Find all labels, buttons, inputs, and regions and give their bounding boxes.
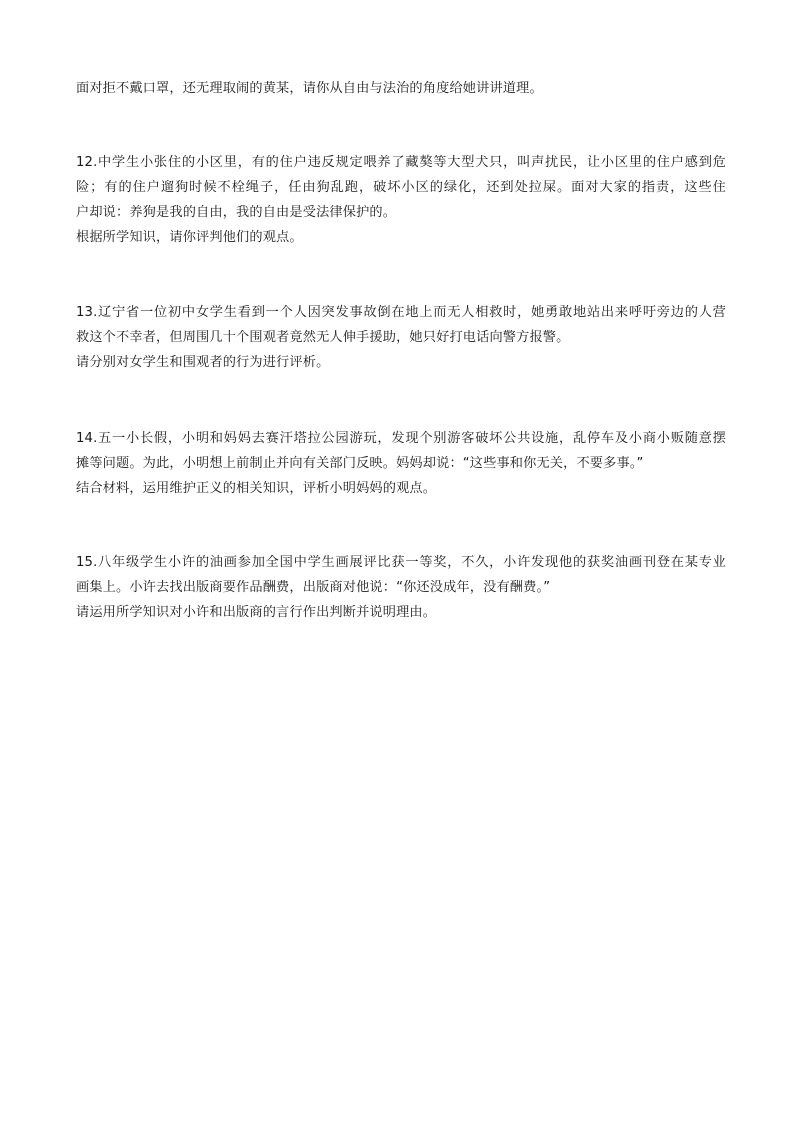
question-14-line: 14.五一小长假，小明和妈妈去赛汗塔拉公园游玩，发现个别游客破坏公共设施，乱停车及小商小贩随意摆 <box>76 431 726 446</box>
question-14-prompt: 结合材料，运用维护正义的相关知识，评析小明妈妈的观点。 <box>76 481 437 496</box>
question-12-line: 12.中学生小张住的小区里，有的住户违反规定喂养了藏獒等大型犬只，叫声扰民，让小区里的住户感到危 <box>76 155 726 170</box>
question-13-prompt: 请分别对女学生和围观者的行为进行评析。 <box>76 355 330 370</box>
question-14-line: 摊等问题。为此，小明想上前制止并向有关部门反映。妈妈却说：“这些事和你无关，不要多事。” <box>76 456 644 471</box>
intro-paragraph <box>76 76 726 101</box>
question-13 <box>76 300 726 375</box>
question-13-line: 13.辽宁省一位初中女学生看到一个人因突发事故倒在地上而无人相救时，她勇敢地站出来呼吁旁边的人营 <box>76 305 726 320</box>
question-14 <box>76 426 726 501</box>
question-15-prompt: 请运用所学知识对小许和出版商的言行作出判断并说明理由。 <box>76 605 437 620</box>
question-12-line: 险；有的住户遛狗时候不栓绳子，任由狗乱跑，破坏小区的绿化，还到处拉屎。面对大家的指责，这些住 <box>76 180 726 195</box>
question-12-line: 户却说：养狗是我的自由，我的自由是受法律保护的。 <box>76 205 397 220</box>
question-15-line: 15.八年级学生小许的油画参加全国中学生画展评比获一等奖，不久，小许发现他的获奖油画刊登在某专业 <box>76 555 726 570</box>
question-12 <box>76 150 726 250</box>
question-15-line: 画集上。小许去找出版商要作品酬费，出版商对他说：“你还没成年，没有酬费。” <box>76 580 551 595</box>
question-15 <box>76 550 726 625</box>
question-13-line: 救这个不幸者，但周围几十个围观者竟然无人伸手援助，她只好打电话向警方报警。 <box>76 330 570 345</box>
intro-line: 面对拒不戴口罩，还无理取闹的黄某，请你从自由与法治的角度给她讲讲道理。 <box>76 81 543 96</box>
question-12-prompt: 根据所学知识，请你评判他们的观点。 <box>76 230 303 245</box>
